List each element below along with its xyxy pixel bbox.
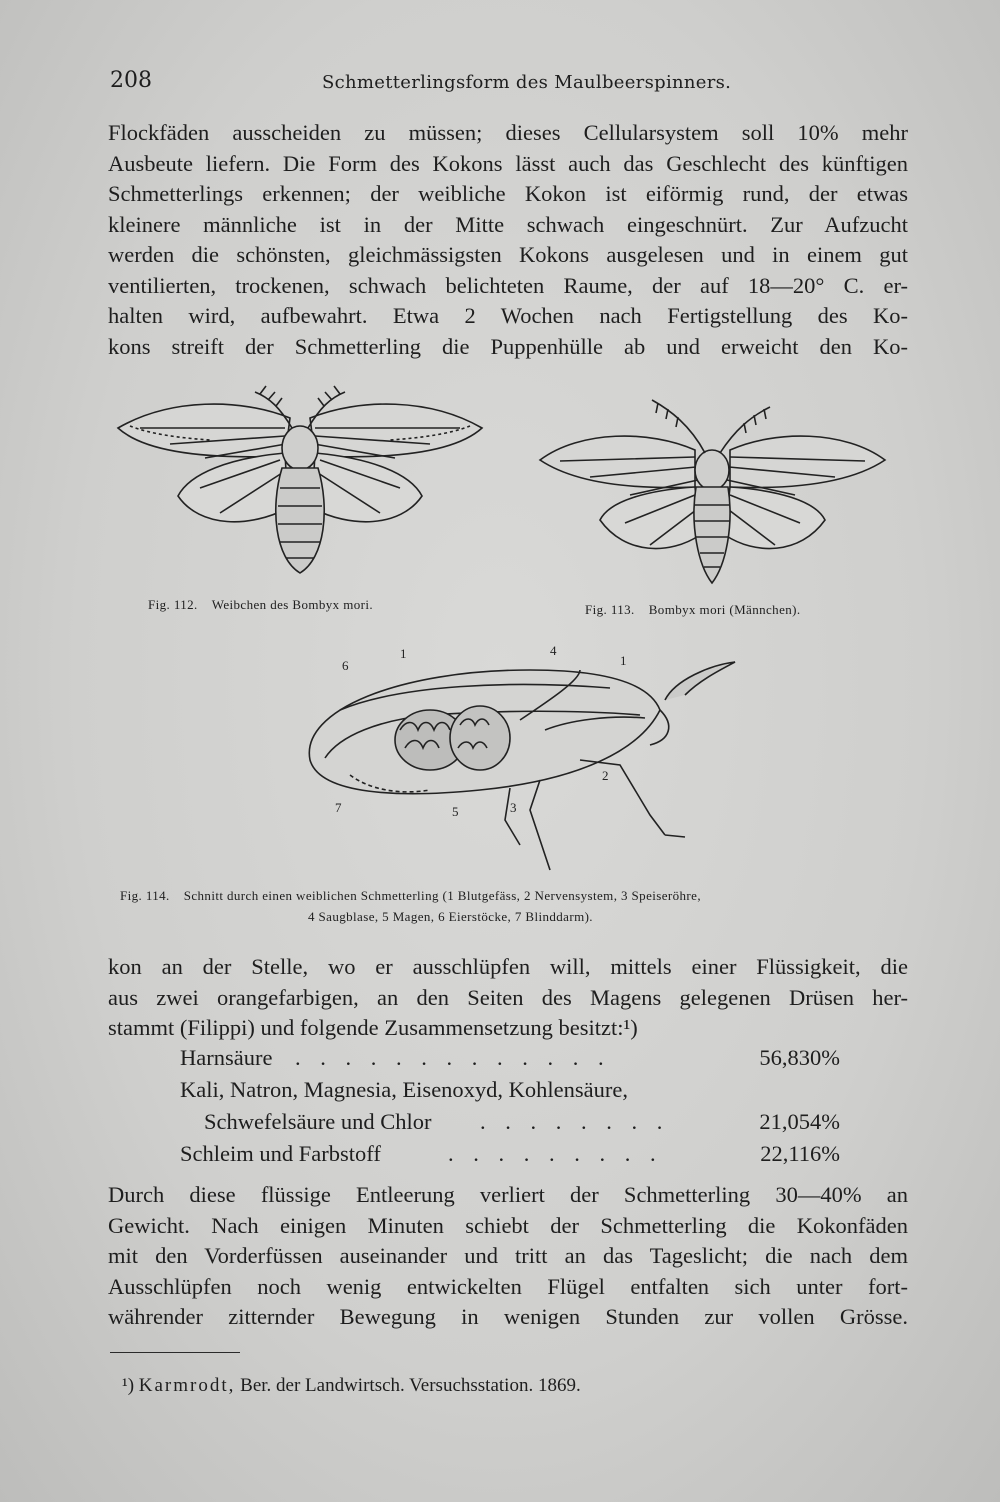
running-title: Schmetterlingsform des Maulbeerspinners. <box>322 72 732 93</box>
text-line: aus zwei orangefarbigen, an den Seiten des Magens gelegenen Drüsen her- <box>108 984 908 1010</box>
leader-dots: . . . . . . . . . <box>448 1141 663 1166</box>
caption-text: Bombyx mori (Männchen). <box>648 602 801 617</box>
moth-section-illustration <box>280 640 740 875</box>
section-label: 1 <box>620 653 627 668</box>
section-label: 7 <box>335 800 342 815</box>
text-line: halten wird, aufbewahrt. Etwa 2 Wochen nach Fertigstellung des Ko- <box>108 303 908 328</box>
composition-row <box>180 1141 840 1173</box>
composition-table <box>180 1045 840 1173</box>
footnote-text: Ber. der Landwirtsch. Versuchsstation. 1869. <box>240 1375 581 1396</box>
text-line: Flockfäden ausscheiden zu müssen; dieses Cellularsystem soll 10% mehr <box>108 120 908 145</box>
text-line: kon an der Stelle, wo er ausschlüpfen will, mittels einer Flüssigkeit, die <box>108 954 908 979</box>
figure-number: Fig. 113. <box>585 602 635 617</box>
paragraph-2 <box>108 952 908 1044</box>
text-line: stammt (Filippi) und folgende Zusammensetzung besitzt:¹) <box>108 1015 638 1040</box>
leader-dots: . . . . . . . . . . . . . <box>295 1045 611 1070</box>
running-header <box>110 68 910 98</box>
fig112-caption <box>148 597 373 613</box>
footnote-rule <box>110 1352 240 1353</box>
section-label: 5 <box>452 804 459 819</box>
component-name: Schleim und Farbstoff <box>180 1141 381 1166</box>
text-line: ventilierten, trockenen, schwach belichteten Raume, der auf 18—20° C. er- <box>108 272 908 298</box>
section-label: 2 <box>602 768 609 783</box>
text-line: mit den Vorderfüssen auseinander und tritt an das Tageslicht; die nach dem <box>108 1243 908 1268</box>
section-label: 3 <box>510 800 517 815</box>
fig114-caption-line2: 4 Saugblase, 5 Magen, 6 Eierstöcke, 7 Blinddarm). <box>308 909 593 924</box>
component-value: 21,054% <box>759 1109 840 1134</box>
text-line: Durch diese flüssige Entleerung verliert der Schmetterling 30—40% an <box>108 1182 908 1207</box>
composition-row <box>180 1109 840 1141</box>
composition-row <box>180 1045 840 1077</box>
footnote-marker: ¹) <box>122 1375 135 1396</box>
leader-dots: . . . . . . . . <box>480 1109 670 1134</box>
figure-number: Fig. 114. <box>120 888 170 903</box>
footnote-author: Karmrodt, <box>138 1375 236 1396</box>
caption-text: Weibchen des Bombyx mori. <box>211 597 374 612</box>
text-line: Gewicht. Nach einigen Minuten schiebt der Schmetterling die Kokonfäden <box>108 1212 908 1238</box>
section-label: 6 <box>342 658 349 673</box>
component-name: Schwefelsäure und Chlor <box>204 1109 432 1134</box>
paragraph-1 <box>108 118 908 362</box>
component-name: Harnsäure <box>180 1045 273 1070</box>
figure-number: Fig. 112. <box>148 597 198 612</box>
section-label: 1 <box>400 646 407 661</box>
text-line: kons streift der Schmetterling die Puppenhülle ab und erweicht den Ko- <box>108 333 908 359</box>
fig114-caption <box>120 888 701 904</box>
component-value: 22,116% <box>760 1141 840 1166</box>
male-moth-illustration <box>530 395 895 590</box>
text-line: werden die schönsten, gleichmässigsten Kokons ausgelesen und in einem gut <box>108 242 908 267</box>
text-line: Schmetterlings erkennen; der weibliche Kokon ist eiförmig rund, der etwas <box>108 181 908 206</box>
caption-text: Schnitt durch einen weiblichen Schmetterling (1 Blutgefäss, 2 Nervensystem, 3 Speiseröhre, <box>183 888 701 903</box>
text-line: Ausschlüpfen noch wenig entwickelten Flügel entfalten sich unter fort- <box>108 1273 908 1299</box>
footnote <box>122 1375 581 1397</box>
composition-row <box>180 1077 840 1109</box>
female-moth-illustration <box>110 378 490 583</box>
text-line: kleinere männliche ist in der Mitte schwach eingeschnürt. Zur Aufzucht <box>108 211 908 237</box>
text-line: währender zitternder Bewegung in wenigen Stunden zur vollen Grösse. <box>108 1304 908 1329</box>
paragraph-3 <box>108 1180 908 1333</box>
page-number: 208 <box>110 68 152 93</box>
section-label: 4 <box>550 643 557 658</box>
component-value: 56,830% <box>759 1045 840 1070</box>
component-name: Kali, Natron, Magnesia, Eisenoxyd, Kohlensäure, <box>180 1077 629 1102</box>
fig113-caption <box>585 602 801 618</box>
text-line: Ausbeute liefern. Die Form des Kokons lässt auch das Geschlecht des künftigen <box>108 150 908 176</box>
